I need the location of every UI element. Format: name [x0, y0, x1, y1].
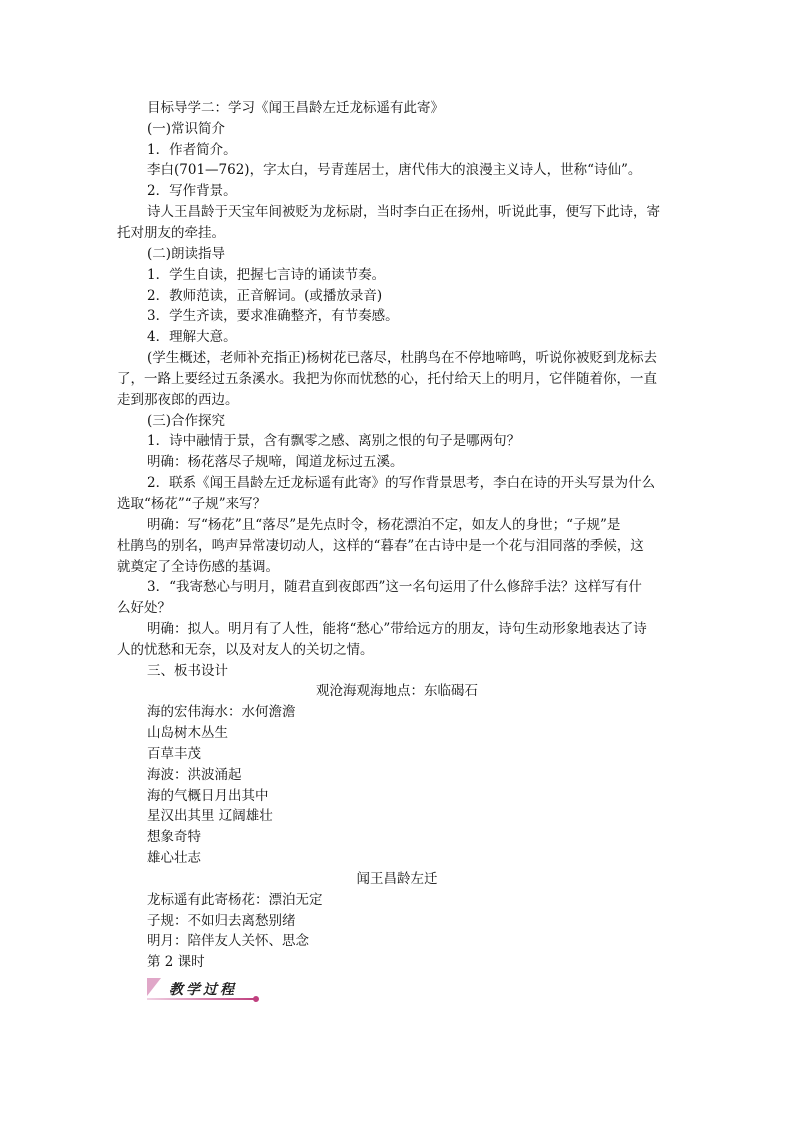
board-title: 观沧海观海地点：东临碣石: [316, 683, 478, 699]
paragraph-line: 明确：写“杨花”且“落尽”是先点时令，杨花漂泊不定，如友人的身世；“子规”是: [147, 517, 621, 533]
banner-dot: [253, 996, 259, 1002]
paragraph-line: 人的忧愁和无奈，以及对友人的关切之情。: [117, 642, 374, 658]
board-item: 雄心壮志: [147, 850, 201, 866]
paragraph-line: 杜鹃鸟的别名，鸣声异常凄切动人，这样的“暮春”在古诗中是一个花与泪同落的季候，这: [117, 538, 644, 554]
paragraph-line: (学生概述，老师补充指正)杨树花已落尽，杜鹃鸟在不停地啼鸣，听说你被贬到龙标去: [147, 350, 658, 366]
paragraph-line: 诗人王昌龄于天宝年间被贬为龙标尉，当时李白正在扬州，听说此事，便写下此诗，寄: [147, 204, 660, 220]
lesson-period: 第 2 课时: [147, 954, 205, 970]
paragraph-line: 就奠定了全诗伤感的基调。: [117, 559, 279, 575]
subheading: (二)朗读指导: [147, 246, 226, 262]
paragraph-line: 2．教师范读，正音解词。(或播放录音): [147, 288, 383, 304]
paragraph-line: 4．理解大意。: [147, 329, 237, 345]
paragraph-line: 李白(701—762)，字太白，号青莲居士，唐代伟大的浪漫主义诗人，世称“诗仙”。: [147, 162, 642, 178]
board-item: 星汉出其里 辽阔雄壮: [147, 808, 273, 824]
paragraph-line: 1．诗中融情于景，含有飘零之感、离别之恨的句子是哪两句？: [147, 433, 521, 449]
board-item: 山岛树木丛生: [147, 725, 228, 741]
paragraph-line: 1．作者简介。: [147, 142, 237, 158]
board-item: 子规：不如归去离愁别绪: [147, 913, 296, 929]
paragraph-line: 2．写作背景。: [147, 183, 237, 199]
paragraph-line: 1．学生自读，把握七言诗的诵读节奏。: [147, 267, 386, 283]
banner-underline: [147, 998, 255, 1000]
board-item: 百草丰茂: [147, 746, 201, 762]
paragraph-line: 么好处？: [117, 600, 171, 616]
paragraph-line: 明确：杨花落尽子规啼，闻道龙标过五溪。: [147, 454, 404, 470]
paragraph-line: 走到那夜郎的西边。: [117, 392, 239, 408]
board-item: 海的气概日月出其中: [147, 788, 269, 804]
paragraph-line: 3．“我寄愁心与明月，随君直到夜郎西”这一名句运用了什么修辞手法？这样写有什: [147, 579, 642, 595]
subheading: (三)合作探究: [147, 413, 226, 429]
paragraph-line: 了，一路上要经过五条溪水。我把为你而忧愁的心，托付给天上的明月，它伴随着你，一直: [117, 371, 657, 387]
subheading: 三、板书设计: [147, 663, 228, 679]
banner-title: 教学过程: [169, 982, 237, 998]
banner-decoration: [147, 978, 161, 996]
board-item: 海波：洪波涌起: [147, 767, 242, 783]
section-heading: 目标导学二：学习《闻王昌龄左迁龙标遥有此寄》: [147, 100, 444, 116]
paragraph-line: 选取“杨花”“子规”来写？: [117, 496, 267, 512]
paragraph-line: 2．联系《闻王昌龄左迁龙标遥有此寄》的写作背景思考，李白在诗的开头写景为什么: [147, 475, 656, 491]
board-item: 海的宏伟海水：水何澹澹: [147, 704, 296, 720]
paragraph-line: 明确：拟人。明月有了人性，能将“愁心”带给远方的朋友，诗句生动形象地表达了诗: [147, 621, 647, 637]
board-item: 想象奇特: [147, 829, 201, 845]
paragraph-line: 托对朋友的牵挂。: [117, 225, 225, 241]
subheading: (一)常识简介: [147, 121, 226, 137]
board-item: 明月：陪伴友人关怀、思念: [147, 933, 309, 949]
section-banner: [147, 978, 262, 1004]
board-item: 龙标遥有此寄杨花：漂泊无定: [147, 892, 323, 908]
board-title: 闻王昌龄左迁: [356, 871, 438, 887]
paragraph-line: 3．学生齐读，要求准确整齐，有节奏感。: [147, 308, 399, 324]
